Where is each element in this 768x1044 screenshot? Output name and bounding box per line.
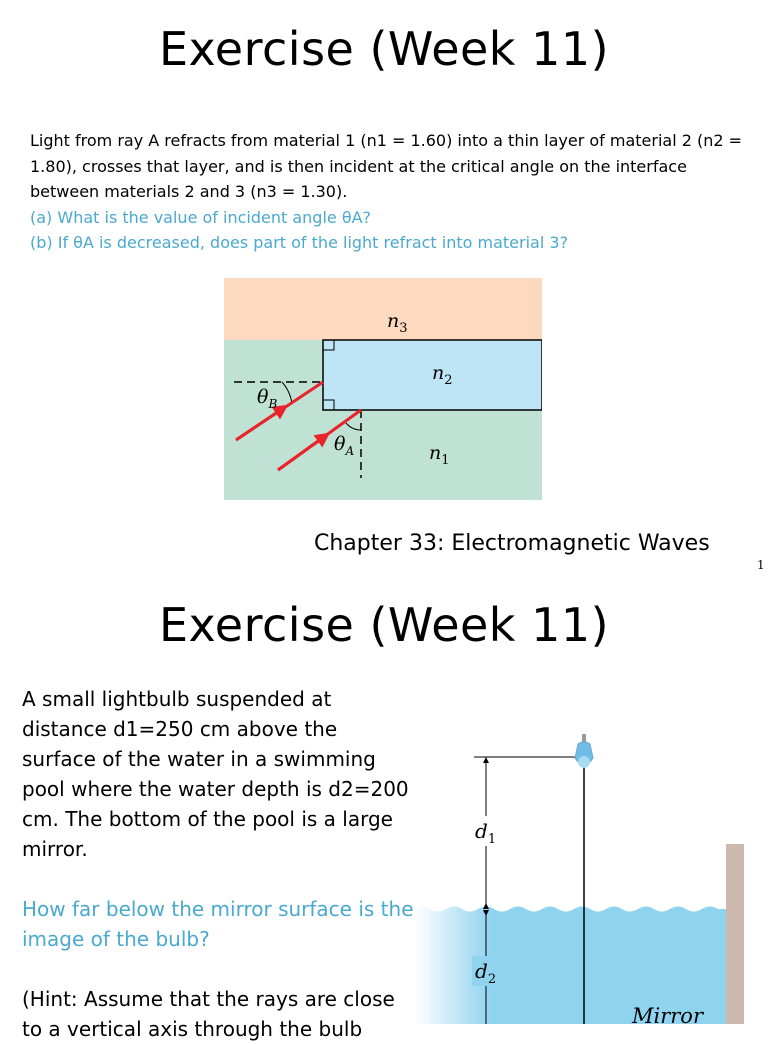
pool-wall	[726, 844, 744, 1024]
question: How far below the mirror surface is the image of the bulb?	[22, 897, 414, 951]
pool-figure	[414, 728, 768, 1024]
label-n3: $n_3$	[387, 310, 408, 336]
page-number: 1	[757, 558, 765, 572]
question-a: (a) What is the value of incident angle θA?	[30, 207, 372, 227]
label-theta-b: $\theta_B$	[257, 386, 278, 411]
problem-statement: Light from ray A refracts from material 1 (n1 = 1.60) into a thin layer of material 2 (n2 = 1.80), crosses that layer, and is then incident at the critical angle on the interface between materials 2 and 3 (n3 = 1.30).	[30, 131, 743, 201]
hint: (Hint: Assume that the rays are close to a vertical axis through the bulb	[22, 987, 395, 1041]
material-3-region	[224, 278, 542, 340]
label-n1: $n_1$	[429, 442, 450, 468]
slide-title: Exercise (Week 11)	[158, 22, 610, 76]
slide-title: Exercise (Week 11)	[158, 598, 610, 652]
question-b: (b) If θA is decreased, does part of the light refract into material 3?	[30, 233, 569, 252]
label-d1: $d_1$	[475, 819, 497, 847]
refraction-figure	[224, 278, 542, 500]
chapter-caption: Chapter 33: Electromagnetic Waves	[314, 531, 710, 556]
label-theta-a: $\theta_A$	[334, 433, 355, 458]
lightbulb-icon	[575, 734, 593, 768]
label-n2: $n_2$	[432, 362, 453, 388]
problem-text	[30, 128, 750, 256]
label-d2: $d_2$	[475, 959, 497, 987]
problem-statement: A small lightbulb suspended at distance d1=250 cm above the surface of the water in a swimming pool where the water depth is d2=200 cm. The bottom of the pool is a large mirror.	[22, 687, 409, 861]
problem-text-2	[22, 684, 414, 1044]
label-mirror: Mirror	[632, 1004, 703, 1024]
